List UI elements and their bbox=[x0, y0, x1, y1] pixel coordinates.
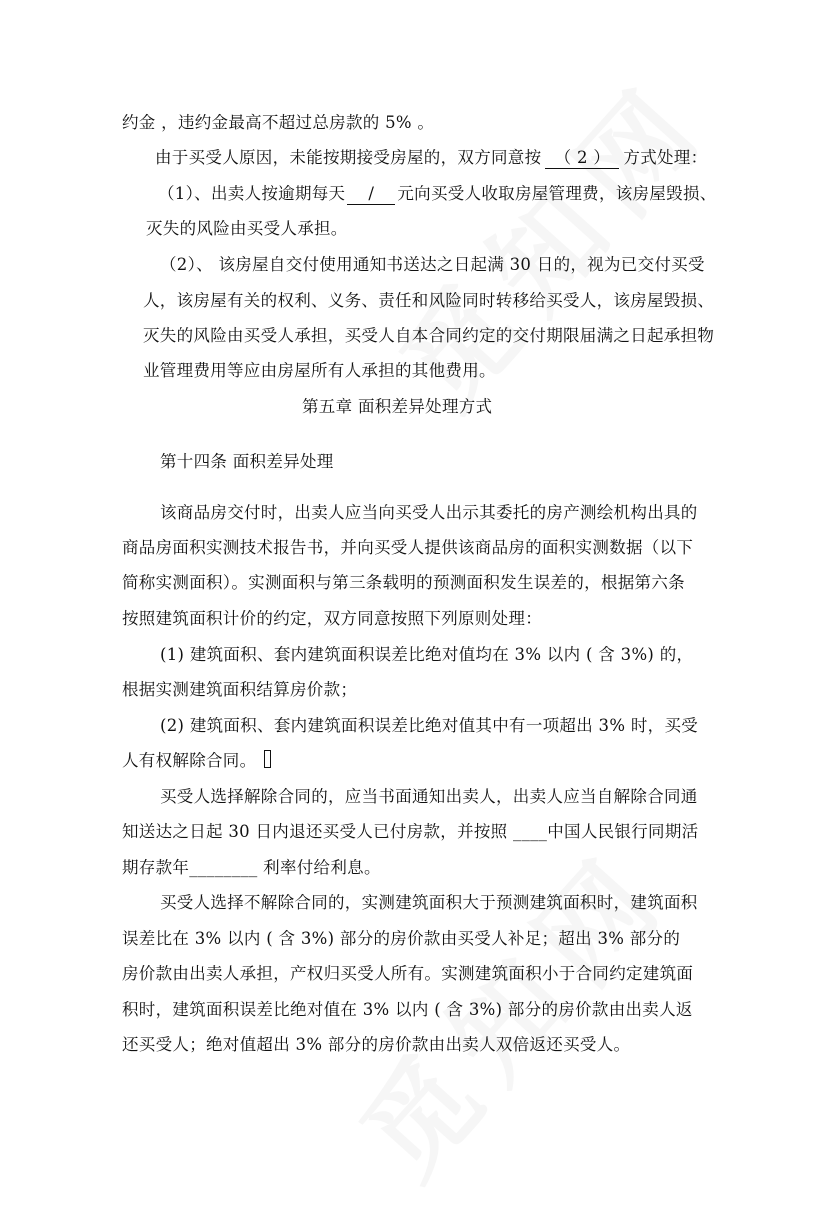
paragraph-line: (2) 建筑面积、套内建筑面积误差比绝对值其中有一项超出 3% 时，买受 bbox=[160, 716, 699, 735]
blank-fee-value: / bbox=[347, 184, 395, 205]
paragraph-line: 商品房面积实测技术报告书，并向买受人提供该商品房的面积实测数据（以下 bbox=[122, 538, 694, 557]
text-line-6: 人，该房屋有关的权利、义务、责任和风险同时转移给买受人，该房屋毁损、 bbox=[143, 291, 715, 310]
article-heading: 第十四条 面积差异处理 bbox=[160, 452, 334, 471]
paragraph-line: 误差比在 3% 以内 ( 含 3%) 部分的房价款由买受人补足；超出 3% 部分的 bbox=[122, 929, 681, 948]
chapter-heading: 第五章 面积差异处理方式 bbox=[302, 397, 493, 416]
paragraph-line: 积时，建筑面积误差比绝对值在 3% 以内 ( 含 3%) 部分的房价款由出卖人返 bbox=[122, 1000, 693, 1019]
text-segment: 人有权解除合同。 bbox=[122, 751, 257, 770]
paragraph-line: 根据实测建筑面积结算房价款； bbox=[122, 680, 358, 699]
paragraph-line: 知送达之日起 30 日内退还买受人已付房款，并按照 ____中国人民银行同期活 bbox=[122, 822, 699, 841]
paragraph-line: 简称实测面积）。实测面积与第三条载明的预测面积发生误差的，根据第六条 bbox=[122, 573, 685, 592]
text-line-2 bbox=[155, 147, 707, 169]
paragraph-line: 按照建筑面积计价的约定，双方同意按照下列原则处理： bbox=[122, 609, 542, 628]
text-segment: 由于买受人原因，未能按期接受房屋的，双方同意按 bbox=[155, 148, 542, 167]
text-line-8: 业管理费用等应由房屋所有人承担的其他费用。 bbox=[143, 361, 496, 380]
text-line-1: 约金 ，违约金最高不超过总房款的 5% 。 bbox=[122, 113, 435, 132]
text-line-4: 灭失的风险由买受人承担。 bbox=[146, 219, 348, 238]
paragraph-line: (1) 建筑面积、套内建筑面积误差比绝对值均在 3% 以内 ( 含 3%) 的， bbox=[160, 645, 694, 664]
text-segment: （1）、出卖人按逾期每天 bbox=[158, 184, 346, 203]
text-line-7: 灭失的风险由买受人承担，买受人自本合同约定的交付期限届满之日起承担物 bbox=[143, 326, 715, 345]
text-segment: 元向买受人收取房屋管理费，该房屋毁损、 bbox=[397, 184, 717, 203]
paragraph-line: 房价款由出卖人承担，产权归买受人所有。实测建筑面积小于合同约定建筑面 bbox=[122, 964, 694, 983]
paragraph-line: 该商品房交付时，出卖人应当向买受人出示其委托的房产测绘机构出具的 bbox=[160, 503, 698, 522]
paragraph-line bbox=[122, 750, 271, 772]
text-segment: 方式处理： bbox=[623, 148, 708, 167]
text-cursor-box bbox=[264, 750, 271, 768]
paragraph-line: 还买受人；绝对值超出 3% 部分的房价款由出卖人双倍返还买受人。 bbox=[122, 1035, 631, 1054]
paragraph-line: 买受人选择解除合同的，应当书面通知出卖人，出卖人应当自解除合同通 bbox=[160, 787, 698, 806]
paragraph-line: 买受人选择不解除合同的，实测建筑面积大于预测建筑面积时，建筑面积 bbox=[160, 893, 698, 912]
text-line-3 bbox=[158, 183, 717, 205]
text-line-5: （2）、 该房屋自交付使用通知书送达之日起满 30 日的，视为已交付买受 bbox=[160, 255, 705, 274]
paragraph-line: 期存款年________ 利率付给利息。 bbox=[122, 858, 381, 877]
blank-option-value: （ 2 ） bbox=[545, 148, 619, 169]
